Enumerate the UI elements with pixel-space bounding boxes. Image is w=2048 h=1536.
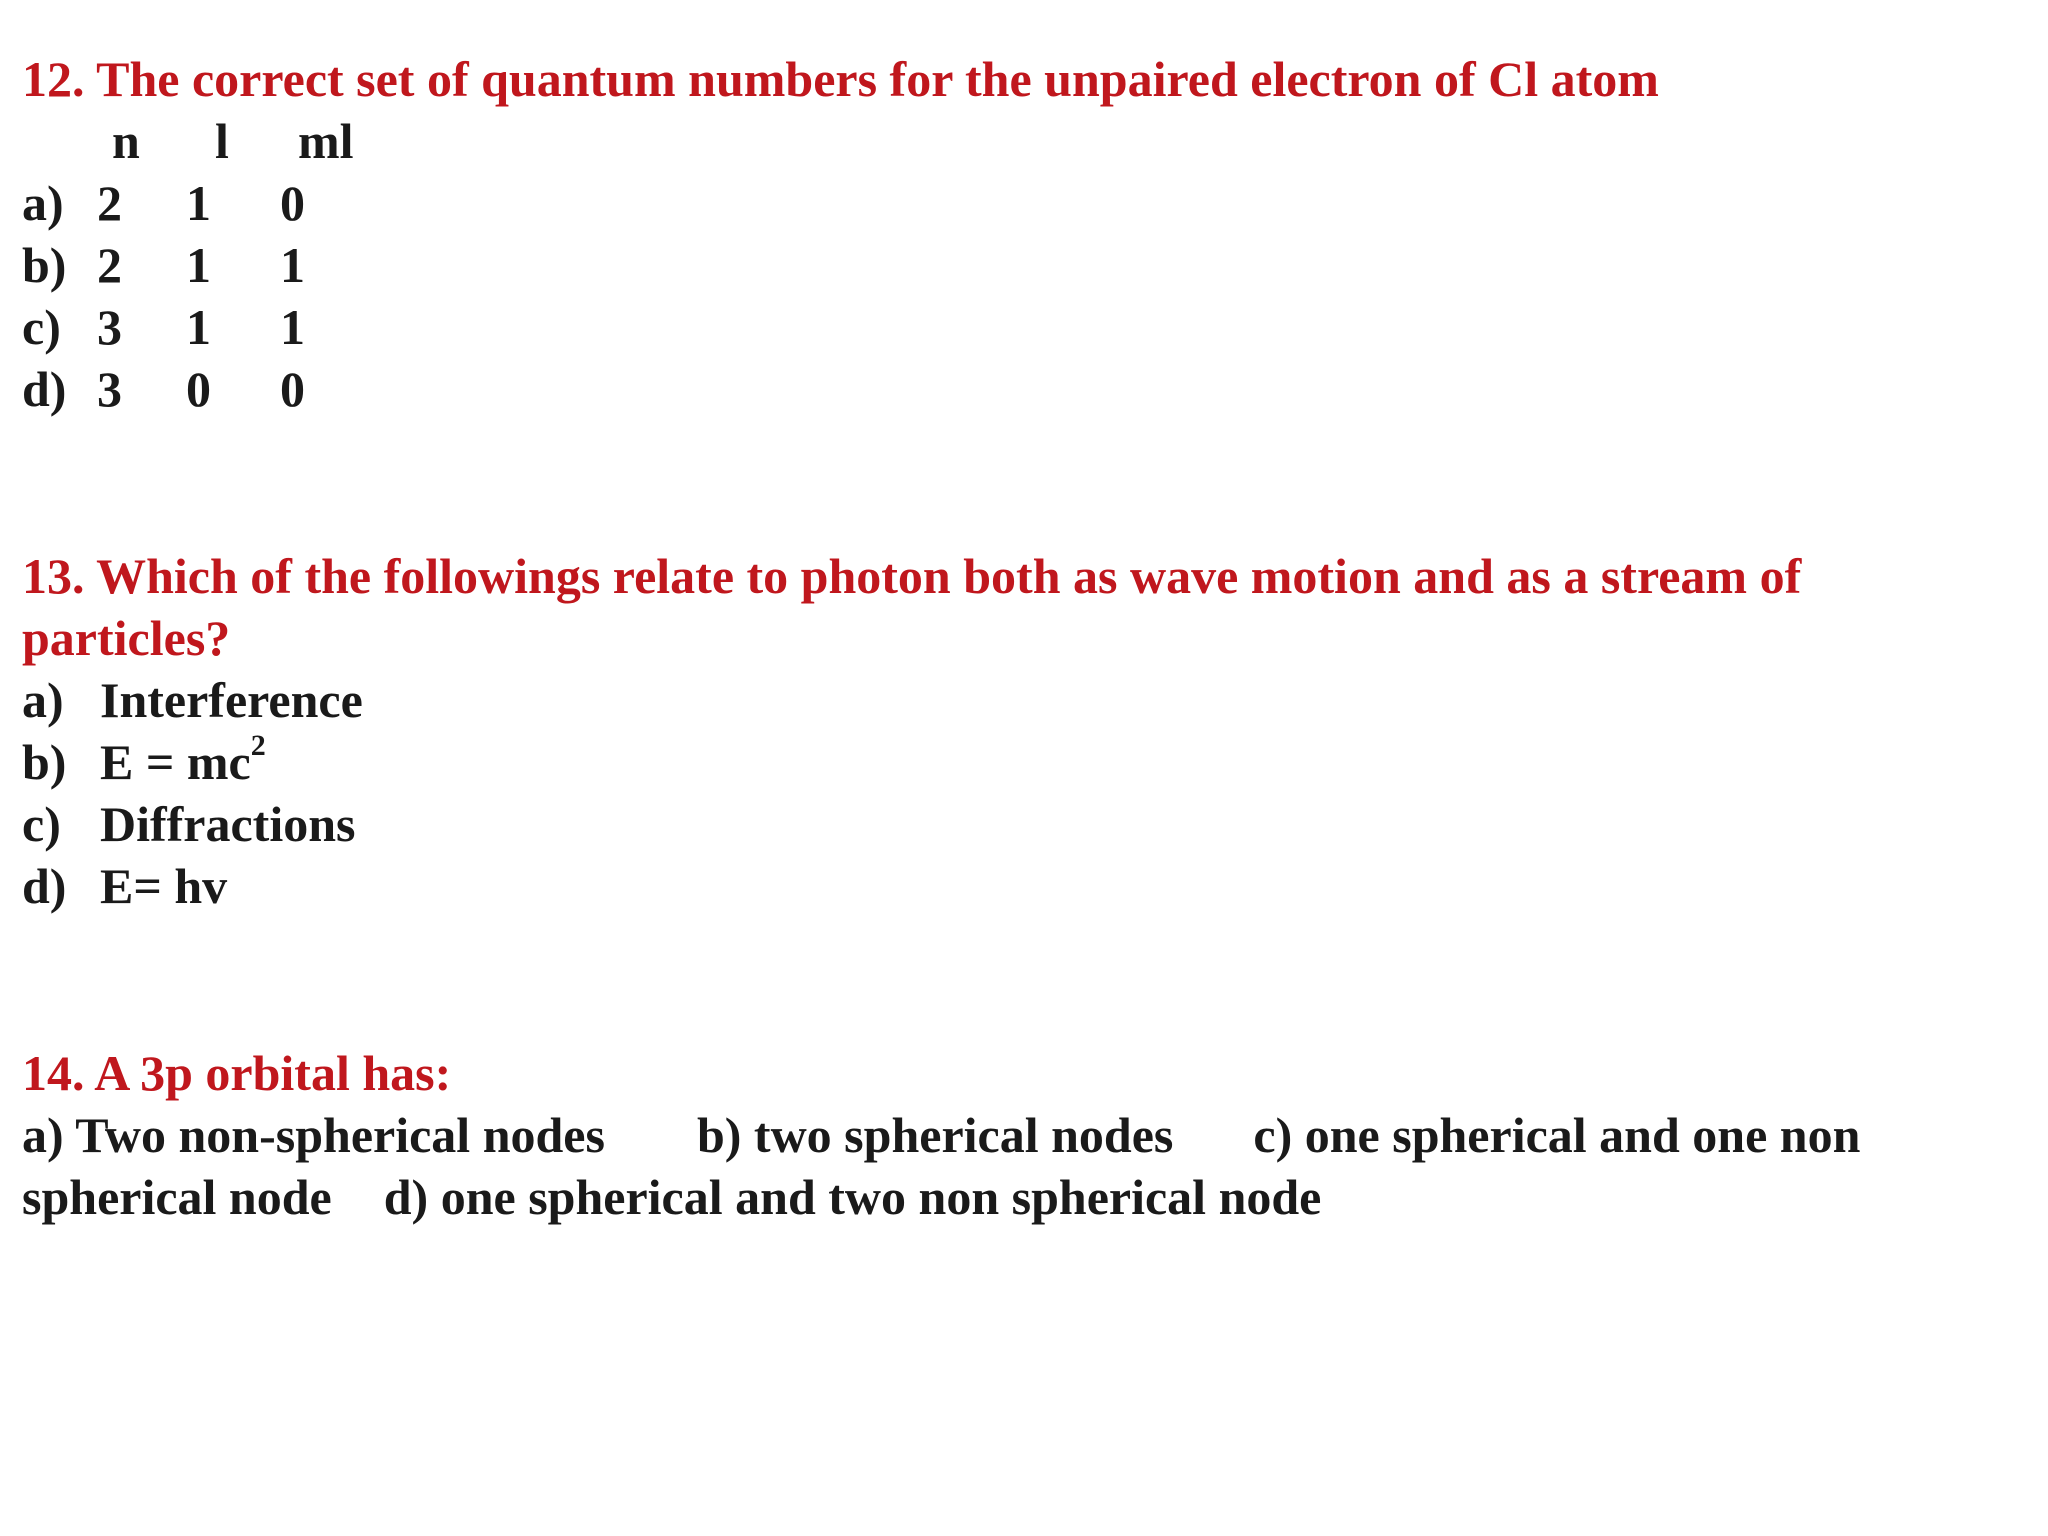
option-ml-value: 1: [280, 237, 305, 293]
option-ml-value: 0: [280, 175, 305, 231]
header-n: n: [112, 113, 140, 169]
option-l-value: 1: [186, 299, 211, 355]
option-text: Interference: [100, 672, 363, 728]
option-n-value: 2: [97, 237, 122, 293]
option-l-value: 1: [186, 175, 211, 231]
question-13-title: 13. Which of the followings relate to photon both as wave motion and as a stream of particles?: [22, 548, 1802, 666]
option-n-value: 2: [97, 175, 122, 231]
option-text: Diffractions: [100, 796, 356, 852]
option-c-text-continued: spherical node: [22, 1169, 332, 1225]
header-ml: ml: [298, 113, 354, 169]
question-14-options-line-1: [22, 1104, 1860, 1166]
option-l-value: 0: [186, 361, 211, 417]
option-text: E= hv: [100, 858, 228, 914]
option-label: a): [22, 175, 64, 231]
option-l-value: 1: [186, 237, 211, 293]
option-ml-value: 0: [280, 361, 305, 417]
option-b-text: b) two spherical nodes: [696, 1107, 1174, 1163]
option-c-text: c) one spherical and one non: [1253, 1107, 1861, 1163]
option-a-text: a) Two non-spherical nodes: [22, 1107, 605, 1163]
option-label: a): [22, 672, 64, 728]
option-label: c): [22, 796, 61, 852]
question-14-options-line-2: [22, 1166, 1321, 1228]
formula-exponent: 2: [250, 729, 266, 762]
option-d-text: d) one spherical and two non spherical node: [383, 1169, 1322, 1225]
option-ml-value: 1: [280, 299, 305, 355]
option-n-value: 3: [97, 299, 122, 355]
option-label: b): [22, 734, 67, 790]
formula-base: E = mc: [100, 734, 251, 790]
option-label: b): [22, 237, 67, 293]
question-14-title: 14. A 3p orbital has:: [22, 1045, 452, 1101]
question-12-title: 12. The correct set of quantum numbers for the unpaired electron of Cl atom: [22, 51, 1659, 107]
option-text-formula: [100, 731, 266, 793]
header-l: l: [215, 113, 229, 169]
option-label: d): [22, 361, 67, 417]
option-n-value: 3: [97, 361, 122, 417]
option-label: c): [22, 299, 61, 355]
option-label: d): [22, 858, 67, 914]
